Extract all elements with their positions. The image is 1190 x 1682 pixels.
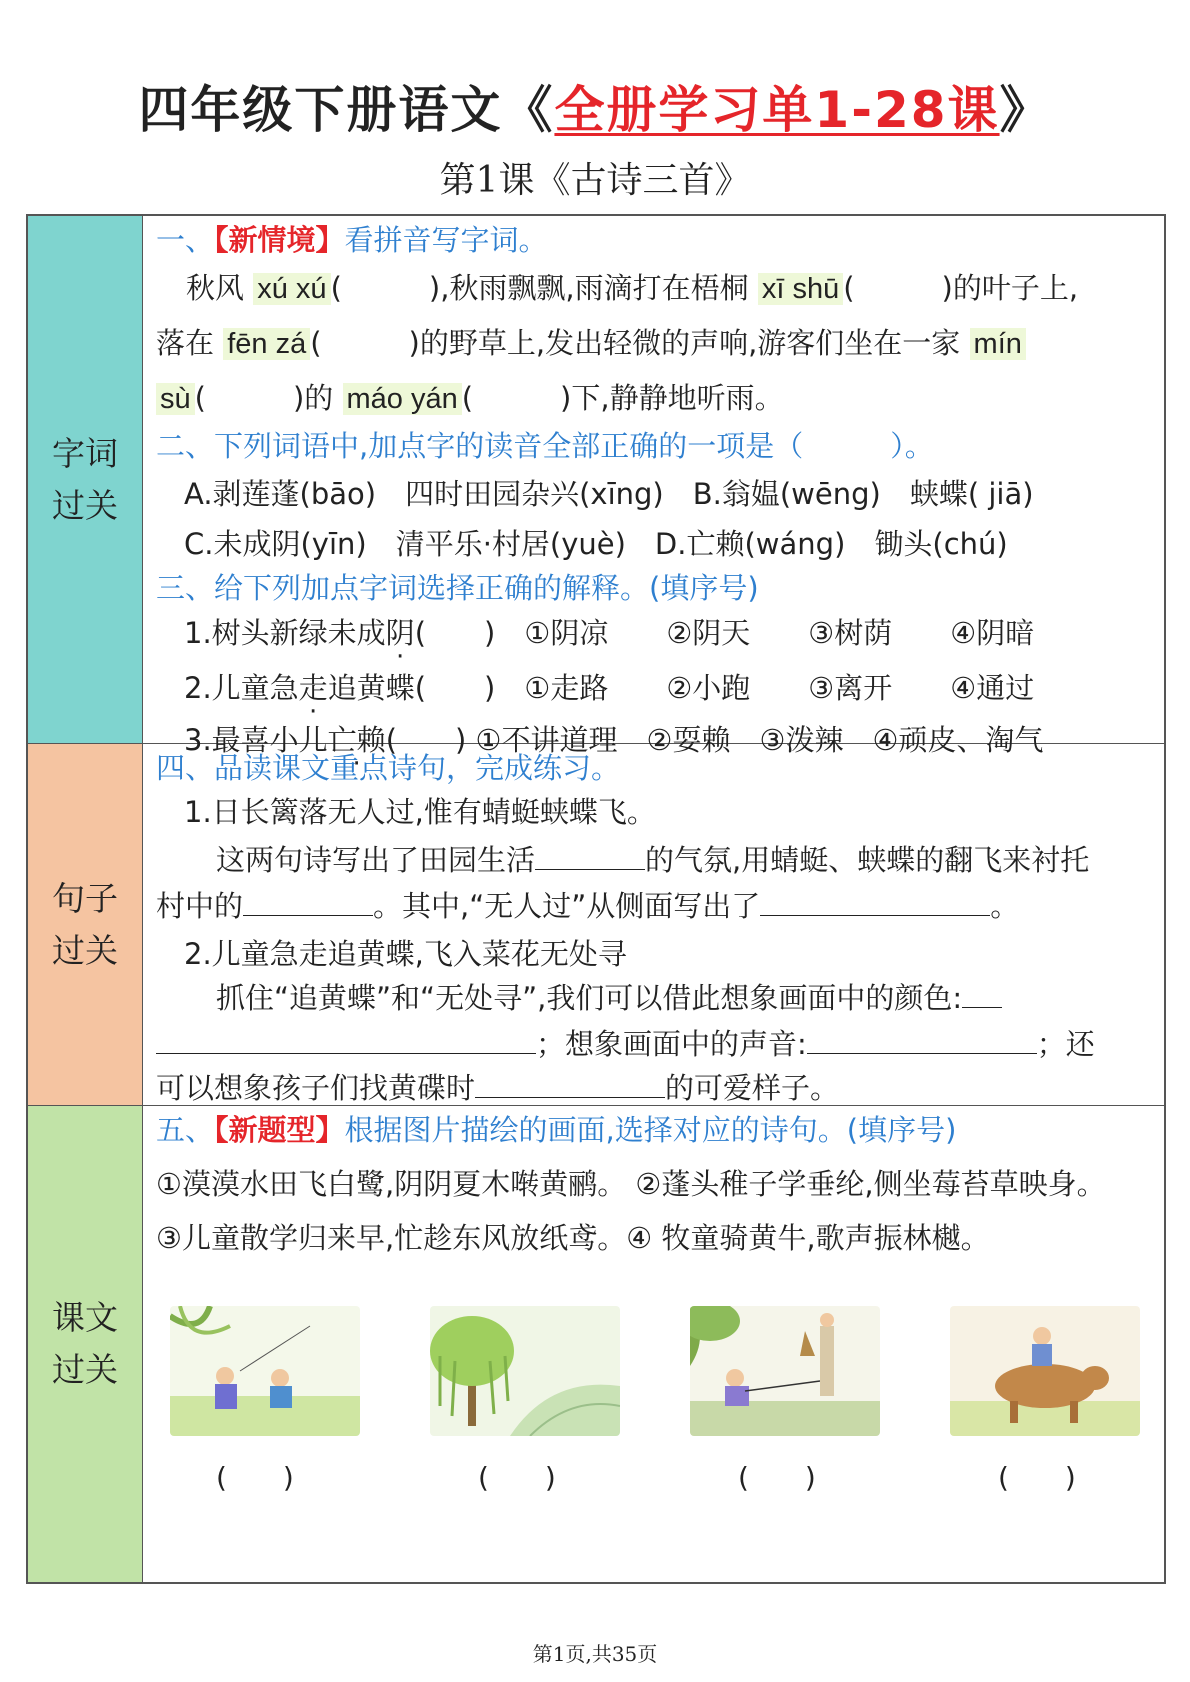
answer-parentheses-4[interactable]: ( ) <box>998 1461 1076 1494</box>
section-1-line-3: sù ( )的 máo yán ( )下,静静地听雨。 <box>156 376 784 417</box>
pinyin-3: fēn zá <box>223 328 310 360</box>
picture-row <box>156 1306 1156 1546</box>
answer-blank[interactable] <box>807 1029 1037 1054</box>
pinyin-5: máo yán <box>343 383 462 415</box>
willow-paddy-illustration <box>430 1306 620 1436</box>
row-sentences <box>28 744 1164 1106</box>
poem-options-1: ①漠漠水田飞白鹭,阴阴夏木啭黄鹂。 ②蓬头稚子学垂纶,侧坐莓苔草映身。 <box>156 1167 1106 1201</box>
answer-parentheses-3[interactable]: ( ) <box>738 1461 816 1494</box>
section-2-options-cd: C.未成阴(yīn) 清平乐·村居(yuè) D.亡赖(wáng) 锄头(chú) <box>184 527 1008 561</box>
section-2-heading: 二、下列词语中,加点字的读音全部正确的一项是（ ）。 <box>156 429 934 463</box>
exercise-1-line-1: 这两句诗写出了田园生活 的气氛,用蜻蜓、蛱蝶的翻飞来衬托 <box>216 843 1090 877</box>
answer-parentheses-1[interactable]: ( ) <box>216 1461 294 1494</box>
side-label-sentences: 句子过关 <box>28 744 143 1105</box>
answer-blank[interactable] <box>760 891 990 916</box>
section-1-line-2: 落在 fēn zá ( )的野草上,发出轻微的声响,游客们坐在一家 mín <box>156 321 1026 362</box>
pinyin-2: xī shū <box>758 273 843 305</box>
answer-parentheses-2[interactable]: ( ) <box>478 1461 556 1494</box>
side-label-text: 课文过关 <box>28 1106 143 1582</box>
pinyin-4: mín <box>970 328 1026 360</box>
lesson-title: 第1课《古诗三首》 <box>439 160 751 201</box>
row-text <box>28 1106 1164 1582</box>
section-5-heading: 五、【新题型】根据图片描绘的画面,选择对应的诗句。(填序号) <box>156 1113 957 1147</box>
cowherd-ox-illustration <box>950 1306 1140 1436</box>
page-title: 四年级下册语文《全册学习单1-28课》 <box>138 81 1052 139</box>
section-4-heading: 四、品读课文重点诗句，完成练习。 <box>156 751 621 785</box>
section-3-question-1: 1.树头新绿未成阴( ) ①阴凉 ②阴天 ③树荫 ④阴暗 <box>184 616 1035 650</box>
pinyin-4b: sù <box>156 383 195 415</box>
answer-blank[interactable] <box>156 1029 536 1054</box>
exercise-2-line-2: ；想象画面中的声音: ；还 <box>156 1022 1095 1063</box>
answer-blank[interactable] <box>243 891 373 916</box>
section-3-question-2: 2.儿童急走追黄蝶( ) ①走路 ②小跑 ③离开 ④通过 <box>184 671 1035 705</box>
exercise-1-line-2: 村中的 。其中,“无人过”从侧面写出了 。 <box>156 889 1020 923</box>
section-1-line-1: 秋风 xú xú ( ),秋雨飘飘,雨滴打在梧桐 xī shū ( )的叶子上, <box>186 271 1079 305</box>
answer-blank[interactable] <box>962 983 1002 1008</box>
title-highlight: 全册学习单1-28课 <box>554 81 1000 139</box>
fishing-child-illustration <box>690 1306 880 1436</box>
answer-blank[interactable] <box>475 1073 665 1098</box>
poem-line-2: 2.儿童急走追黄蝶,飞入菜花无处寻 <box>184 937 627 971</box>
answer-blank[interactable] <box>535 845 645 870</box>
section-2-options-ab: A.剥莲蓬(bāo) 四时田园杂兴(xīng) B.翁媪(wēng) 蛱蝶( jiā) <box>184 477 1034 511</box>
exercise-2-line-3: 可以想象孩子们找黄碟时 的可爱样子。 <box>156 1071 840 1105</box>
row-vocabulary <box>28 216 1164 757</box>
side-label-vocabulary: 字词过关 <box>28 216 143 743</box>
section-3-question-3: 3.最喜小儿亡赖( ) ①不讲道理 ②耍赖 ③泼辣 ④顽皮、淘气 <box>184 723 1044 757</box>
worksheet-table <box>26 214 1166 1584</box>
page-number: 第1页,共35页 <box>532 1642 658 1666</box>
kite-flying-illustration <box>170 1306 360 1436</box>
pinyin-1: xú xú <box>253 273 330 305</box>
poem-line-1: 1.日长篱落无人过,惟有蜻蜓蛱蝶飞。 <box>184 795 656 829</box>
section-3-heading: 三、给下列加点字词选择正确的解释。(填序号) <box>156 571 759 605</box>
section-1-heading: 一、【新情境】看拼音写字词。 <box>156 223 548 257</box>
poem-options-2: ③儿童散学归来早,忙趁东风放纸鸢。④ 牧童骑黄牛,歌声振林樾。 <box>156 1221 990 1255</box>
exercise-2-line-1: 抓住“追黄蝶”和“无处寻”,我们可以借此想象画面中的颜色: <box>216 976 1002 1017</box>
